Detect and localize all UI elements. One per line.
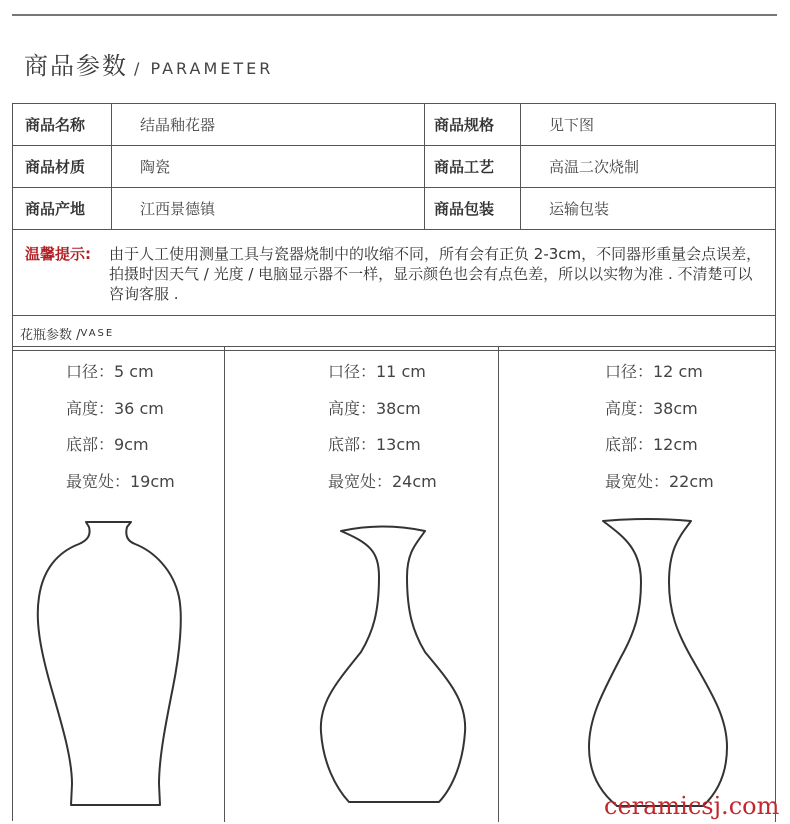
vase-2-outline-icon <box>225 347 499 822</box>
vase-height-spec: 高度：38cm <box>605 399 698 418</box>
vase-section-title: 花瓶参数 / <box>20 327 81 343</box>
vase-section-subtitle: VASE <box>80 327 115 339</box>
param-label: 商品名称 <box>13 104 112 145</box>
vase-base-spec: 底部：9cm <box>66 435 149 454</box>
parameter-table <box>12 103 776 351</box>
vase-mouth-spec: 口径：12 cm <box>605 362 703 381</box>
param-value: 江西景德镇 <box>112 188 425 229</box>
vase-3-outline-icon <box>499 347 776 822</box>
section-title-text: 商品参数 <box>24 52 128 80</box>
param-label: 商品规格 <box>425 104 521 145</box>
section-title <box>24 46 273 81</box>
vase-widest-spec: 最宽处：19cm <box>66 472 175 491</box>
notice-text: 由于人工使用测量工具与瓷器烧制中的收缩不同，所有会有正负 2-3cm，不同器形重量会点误差，拍摄时因天气 / 光度 / 电脑显示器不一样，显示颜色也会有点色差，所以以实物为准 . 不清楚可以咨询客服 . <box>109 245 762 303</box>
param-label: 商品包装 <box>425 188 521 229</box>
param-label: 商品产地 <box>13 188 112 229</box>
vase-spec-area <box>12 346 776 821</box>
notice-row <box>13 230 775 316</box>
vase-widest-spec: 最宽处：24cm <box>328 472 437 491</box>
vase-height-spec: 高度：38cm <box>328 399 421 418</box>
section-title-subtitle: / PARAMETER <box>134 59 274 78</box>
vase-base-spec: 底部：13cm <box>328 435 421 454</box>
param-value: 结晶釉花器 <box>112 104 425 145</box>
watermark-text: ceramicsj.com <box>604 792 780 820</box>
param-label: 商品材质 <box>13 146 112 187</box>
param-value: 见下图 <box>549 116 595 134</box>
top-divider <box>12 14 777 16</box>
vase-column-3 <box>499 347 776 822</box>
vase-column-2 <box>225 347 499 822</box>
vase-1-outline-icon <box>13 347 225 822</box>
vase-mouth-spec: 口径：11 cm <box>328 362 426 381</box>
param-value: 陶瓷 <box>112 146 425 187</box>
vase-widest-spec: 最宽处：22cm <box>605 472 714 491</box>
param-value: 运输包装 <box>549 200 610 218</box>
vase-section-header <box>13 316 775 350</box>
vase-mouth-spec: 口径：5 cm <box>66 362 154 381</box>
vase-height-spec: 高度：36 cm <box>66 399 164 418</box>
param-label: 商品工艺 <box>425 146 521 187</box>
vase-column-1 <box>13 347 225 822</box>
notice-label: 温馨提示: <box>25 245 91 263</box>
table-row <box>13 104 775 146</box>
table-row <box>13 146 775 188</box>
table-row <box>13 188 775 230</box>
vase-base-spec: 底部：12cm <box>605 435 698 454</box>
param-value: 高温二次烧制 <box>549 158 640 176</box>
